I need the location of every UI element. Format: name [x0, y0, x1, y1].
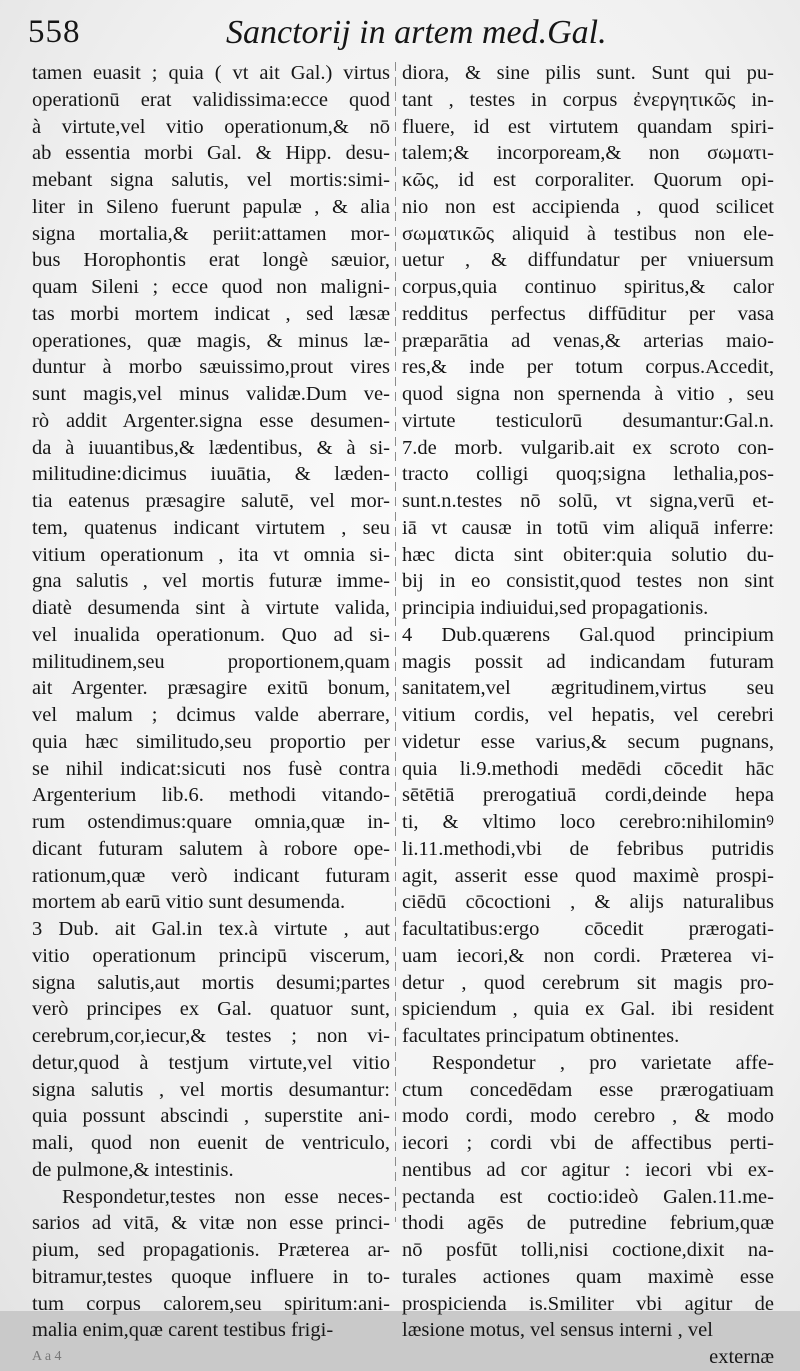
text-line: bij in eo consistit,quod testes non sint [402, 570, 774, 593]
text-line: vel inualida operationum. Quo ad si- [32, 623, 390, 646]
text-line: verò principes ex Gal. quatuor sunt, [32, 998, 390, 1021]
text-line: malia enim,quæ carent testibus frigi- [32, 1319, 334, 1342]
text-line: agit, asserit esse quod maximè prospi- [402, 864, 774, 887]
text-line: uetur , & diffundatur per vniuersum [402, 249, 774, 272]
text-line: Respondetur , pro varietate affe- [432, 1051, 774, 1074]
text-line: da à iuuantibus,& lædentibus, & à si- [32, 436, 390, 459]
text-line: spiciendum , quia ex Gal. ibi resident [402, 998, 774, 1021]
catchword: externæ [709, 1346, 774, 1368]
text-line: à virtute,vel vitio operationum,& nō [32, 115, 390, 138]
text-line: prospicienda is.Smiliter vbi agitur de [402, 1292, 774, 1315]
text-line: σωματικῶς aliquid à testibus non ele- [402, 222, 774, 245]
text-line: quia li.9.methodi medēdi cōcedit hāc [402, 757, 774, 780]
text-line: nentibus ad cor agitur : iecori vbi ex- [402, 1158, 774, 1181]
text-line: pium, sed propagationis. Præterea ar- [32, 1239, 390, 1261]
text-line: bitramur,testes quoque influere in to- [32, 1265, 390, 1288]
running-title: Sanctorij in artem med.Gal. [226, 14, 607, 51]
text-line: tia eatenus præsagire salutē, vel mor- [32, 490, 390, 512]
text-line: ab essentia morbi Gal. & Hipp. desu- [32, 142, 390, 165]
text-line: quam Sileni ; ecce quod non maligni- [32, 276, 390, 298]
text-line: li.11.methodi,vbi de febribus putridis [402, 837, 774, 860]
text-line: ciēdū cōcoctioni , & alijs naturalibus [402, 891, 774, 914]
text-line: dicant futuram salutem à robore ope- [32, 837, 390, 860]
text-line: tracto colligi quoq;signa lethalia,pos- [402, 463, 774, 486]
text-line: nio non est accipienda , quod scilicet [402, 195, 774, 218]
text-line: diora, & sine pilis sunt. Sunt qui pu- [402, 62, 774, 84]
page-number: 558 [28, 14, 81, 50]
text-line: rationum,quæ verò indicant futuram [32, 864, 390, 887]
text-line: rum ostendimus:quare omnia,quæ in- [32, 811, 390, 833]
text-line: nō posfūt tolli,nisi coctione,dixit na- [402, 1239, 774, 1261]
text-line: iecori ; cordi vbi de affectibus perti- [402, 1132, 774, 1154]
text-line: facultatibus:ergo cōcedit prærogati- [402, 918, 774, 940]
text-line: gna salutis , vel mortis futuræ imme- [32, 570, 390, 593]
text-line: facultates principatum obtinentes. [402, 1025, 680, 1047]
text-line: tas morbi mortem indicat , sed læsæ [32, 302, 390, 325]
text-line: principia indiuidui,sed propagationis. [402, 597, 709, 619]
text-line: se nihil indicat:sicuti nos fusè contra [32, 757, 390, 780]
text-line: sarios ad vitā, & vitæ non esse princi- [32, 1212, 390, 1235]
text-line: iā vt causæ in totū vim aliquā inferre: [402, 516, 774, 539]
text-line: mali, quod non euenit de ventriculo, [32, 1132, 390, 1154]
text-line: Respondetur,testes non esse neces- [62, 1185, 390, 1208]
text-line: bus Horophontis erat longè sæuior, [32, 249, 390, 272]
text-line: fluere, id est virtutem quandam spiri- [402, 115, 774, 138]
text-line: diatè desumenda sint à virtute valida, [32, 597, 390, 619]
text-line: tamen euasit ; quia ( vt ait Gal.) virtus [32, 62, 390, 84]
text-line: tem, quatenus indicant virtutem , seu [32, 516, 390, 539]
text-line: læsione motus, vel sensus interni , vel [402, 1319, 713, 1342]
running-head [0, 8, 800, 58]
text-line: quod signa non spernenda à vitio , seu [402, 383, 774, 405]
text-line: magis possit ad indicandam futuram [402, 650, 774, 673]
text-line: quia hæc similitudo,seu proportio per [32, 730, 390, 753]
text-line: tant , testes in corpus ἐνεργητικῶς in- [402, 88, 774, 111]
text-line: vitium operationum , ita vt omnia si- [32, 543, 390, 566]
text-line: modo cordi, modo cerebro , & modo [402, 1105, 774, 1128]
text-line: talem;& incorpoream,& non σωματι- [402, 142, 774, 165]
text-line: thodi agēs de putredine febrium,quæ [402, 1212, 774, 1235]
text-line: duntur à morbo sæuissimo,prout vires [32, 356, 390, 379]
text-line: operationū erat validissima:ecce quod [32, 88, 390, 111]
text-line: κῶς, id est corporaliter. Quorum opi- [402, 169, 774, 191]
text-line: præparātia ad venas,& arterias maio- [402, 329, 774, 352]
text-line: liter in Sileno fuerunt papulæ , & alia [32, 195, 390, 218]
text-line: operationes, quæ magis, & minus læ- [32, 329, 390, 352]
text-line: signa mortalia,& periit:attamen mor- [32, 222, 390, 245]
text-line: sētētiā prerogatiuā cordi,deinde hepa [402, 784, 774, 807]
left-text-column [32, 60, 390, 1364]
text-line: detur,quod à testjum virtute,vel vitio [32, 1051, 390, 1074]
text-line: vitio operationum principū viscerum, [32, 944, 390, 967]
text-line: Argenterium lib.6. methodi vitando- [32, 784, 390, 807]
text-line: 4 Dub.quærens Gal.quod principium [402, 623, 774, 646]
text-line: signa salutis,aut mortis desumi;partes [32, 971, 390, 994]
text-line: hæc dicta sint obiter:quia solutio du- [402, 543, 774, 566]
text-line: signa salutis , vel mortis desumantur: [32, 1078, 390, 1101]
text-line: turales actiones quam maximè esse [402, 1265, 774, 1288]
text-line: detur , quod cerebrum sit magis pro- [402, 971, 774, 994]
text-line: sanitatem,vel ægritudinem,virtus seu [402, 677, 774, 700]
text-line: sunt magis,vel minus validæ.Dum ve- [32, 383, 390, 405]
text-line: uam iecori,& non cordi. Præterea vi- [402, 944, 774, 967]
text-line: militudine:dicimus iuuātia, & læden- [32, 463, 390, 486]
text-line: rò addit Argenter.signa esse desumen- [32, 409, 390, 432]
text-line: redditus perfectus diffūditur per vasa [402, 302, 774, 325]
signature-mark: A a 4 [32, 1349, 62, 1364]
text-line: corpus,quia continuo spiritus,& calor [402, 276, 774, 298]
text-line: vel malum ; dcimus valde aberrare, [32, 704, 390, 726]
text-line: de pulmone,& intestinis. [32, 1158, 234, 1181]
text-line: mebant signa salutis, vel mortis:simi- [32, 169, 390, 191]
text-line: tum corpus calorem,seu spiritum:ani- [32, 1292, 390, 1315]
right-text-column [402, 60, 774, 1368]
text-line: 7.de morb. vulgarib.ait ex scroto con- [402, 436, 774, 459]
text-line: quia possunt abscindi , superstite ani- [32, 1105, 390, 1128]
text-line: ctum concedēdam esse prærogatiuam [402, 1078, 774, 1101]
column-divider [395, 62, 396, 1222]
text-line: pectanda est coctio:ideò Galen.11.me- [402, 1185, 774, 1208]
text-line: 3 Dub. ait Gal.in tex.à virtute , aut [32, 918, 390, 940]
text-line: virtute testiculorū desumantur:Gal.n. [402, 409, 774, 432]
text-line: cerebrum,cor,iecur,& testes ; non vi- [32, 1025, 390, 1047]
text-line: videtur esse varius,& secum pugnans, [402, 730, 774, 753]
text-line: militudinem,seu proportionem,quam [32, 650, 390, 673]
text-line: ait Argenter. præsagire exitū bonum, [32, 677, 390, 700]
text-line: vitium cordis, vel hepatis, vel cerebri [402, 704, 774, 726]
text-line: mortem ab earū vitio sunt desumenda. [32, 891, 346, 914]
text-line: res,& inde per totum corpus.Accedit, [402, 356, 774, 379]
text-line: ti, & vltimo loco cerebro:nihilominꝰ [402, 811, 774, 833]
text-line: sunt.n.testes nō solū, vt signa,verū et- [402, 490, 774, 512]
